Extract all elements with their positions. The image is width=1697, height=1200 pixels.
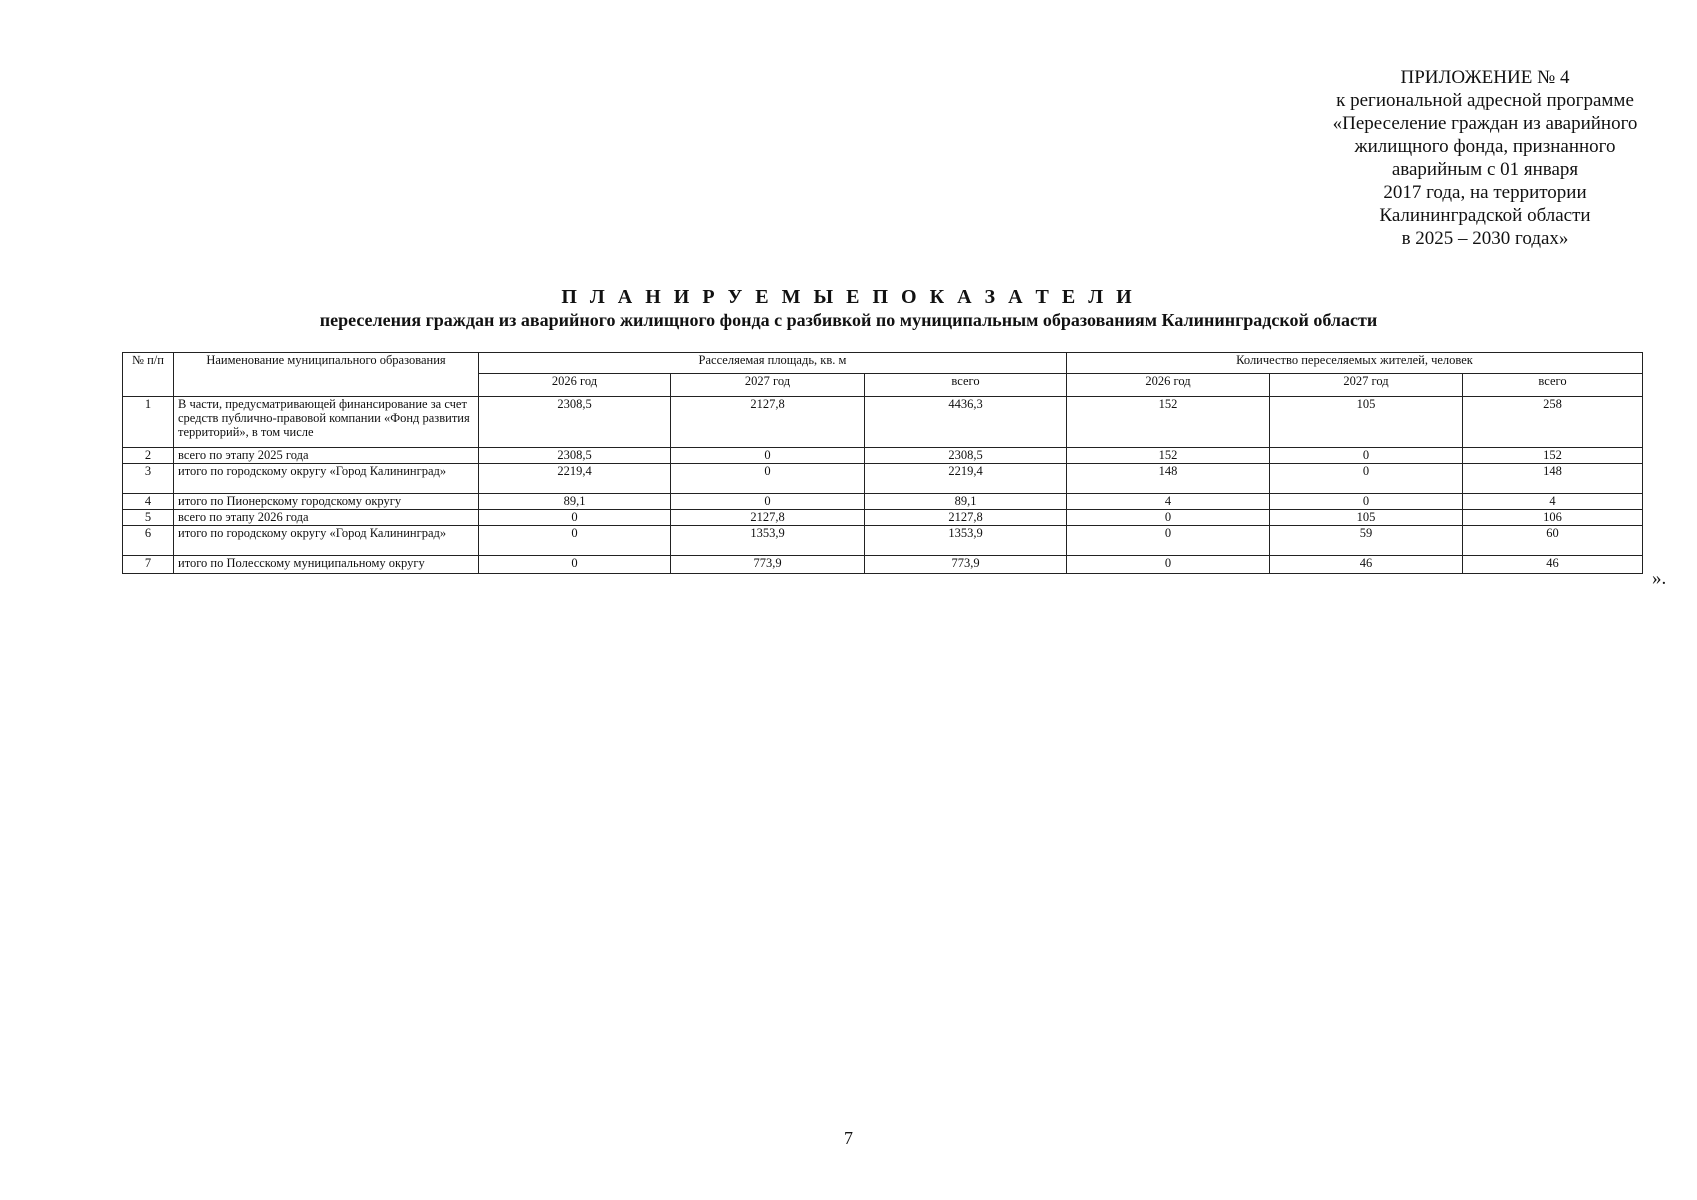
cell-area-total: 4436,3	[865, 397, 1067, 448]
header-area-total: всего	[865, 374, 1067, 397]
header-people-total: всего	[1463, 374, 1643, 397]
cell-area-total: 773,9	[865, 556, 1067, 574]
table-row	[123, 510, 1643, 526]
cell-people-2027: 105	[1270, 397, 1463, 448]
row-num: 2	[123, 448, 174, 464]
row-name: всего по этапу 2025 года	[174, 448, 479, 464]
appendix-line: жилищного фонда, признанного	[1354, 136, 1616, 157]
cell-area-2026: 89,1	[479, 494, 671, 510]
appendix-line: Калининградской области	[1379, 205, 1591, 226]
cell-area-2027: 1353,9	[671, 526, 865, 556]
cell-people-total: 106	[1463, 510, 1643, 526]
cell-people-2026: 152	[1067, 448, 1270, 464]
row-num: 7	[123, 556, 174, 574]
row-num: 6	[123, 526, 174, 556]
cell-area-2027: 773,9	[671, 556, 865, 574]
cell-area-total: 89,1	[865, 494, 1067, 510]
cell-people-2027: 0	[1270, 448, 1463, 464]
header-people-2026: 2026 год	[1067, 374, 1270, 397]
table-row	[123, 464, 1643, 494]
cell-people-2026: 148	[1067, 464, 1270, 494]
cell-people-total: 152	[1463, 448, 1643, 464]
cell-area-2026: 2219,4	[479, 464, 671, 494]
cell-people-total: 258	[1463, 397, 1643, 448]
row-num: 5	[123, 510, 174, 526]
cell-people-total: 46	[1463, 556, 1643, 574]
appendix-line: 2017 года, на территории	[1383, 182, 1587, 203]
appendix-header	[1290, 66, 1680, 250]
row-name: итого по городскому округу «Город Калининград»	[174, 464, 479, 494]
cell-area-total: 1353,9	[865, 526, 1067, 556]
cell-area-2027: 0	[671, 494, 865, 510]
appendix-line: аварийным с 01 января	[1391, 159, 1579, 180]
cell-area-total: 2308,5	[865, 448, 1067, 464]
cell-people-total: 148	[1463, 464, 1643, 494]
table-row	[123, 448, 1643, 464]
appendix-line: в 2025 – 2030 годах»	[1401, 228, 1569, 249]
table-row	[123, 556, 1643, 574]
row-name: всего по этапу 2026 года	[174, 510, 479, 526]
row-num: 3	[123, 464, 174, 494]
cell-people-2027: 105	[1270, 510, 1463, 526]
cell-area-total: 2127,8	[865, 510, 1067, 526]
cell-area-2026: 0	[479, 556, 671, 574]
header-people-group: Количество переселяемых жителей, человек	[1067, 353, 1643, 374]
header-people-2027: 2027 год	[1270, 374, 1463, 397]
cell-people-total: 60	[1463, 526, 1643, 556]
closing-quote: ».	[1652, 568, 1667, 589]
cell-people-2026: 0	[1067, 526, 1270, 556]
table-row	[123, 397, 1643, 448]
cell-people-2027: 59	[1270, 526, 1463, 556]
row-name: итого по Пионерскому городскому округу	[174, 494, 479, 510]
cell-area-2027: 2127,8	[671, 510, 865, 526]
header-num: № п/п	[123, 353, 174, 397]
table-row	[123, 494, 1643, 510]
cell-people-2026: 152	[1067, 397, 1270, 448]
header-area-2026: 2026 год	[479, 374, 671, 397]
cell-area-2026: 2308,5	[479, 397, 671, 448]
header-area-group: Расселяемая площадь, кв. м	[479, 353, 1067, 374]
row-name: В части, предусматривающей финансирование за счет средств публично-правовой компании «Фонд развития территорий», в том числе	[174, 397, 479, 448]
cell-area-2027: 0	[671, 464, 865, 494]
cell-area-2026: 0	[479, 526, 671, 556]
cell-area-2026: 0	[479, 510, 671, 526]
row-num: 1	[123, 397, 174, 448]
cell-people-2027: 0	[1270, 494, 1463, 510]
header-area-2027: 2027 год	[671, 374, 865, 397]
document-subtitle: переселения граждан из аварийного жилищного фонда с разбивкой по муниципальным образованиям Калининградской области	[319, 310, 1378, 330]
cell-area-2027: 0	[671, 448, 865, 464]
cell-people-total: 4	[1463, 494, 1643, 510]
cell-people-2026: 4	[1067, 494, 1270, 510]
cell-area-total: 2219,4	[865, 464, 1067, 494]
appendix-line: к региональной адресной программе	[1336, 90, 1634, 111]
cell-area-2027: 2127,8	[671, 397, 865, 448]
cell-people-2027: 0	[1270, 464, 1463, 494]
page-number: 7	[844, 1128, 853, 1148]
document-title: П Л А Н И Р У Е М Ы Е П О К А З А Т Е Л И	[561, 286, 1136, 308]
cell-people-2026: 0	[1067, 556, 1270, 574]
appendix-line: «Переселение граждан из аварийного	[1332, 113, 1638, 134]
appendix-line: ПРИЛОЖЕНИЕ № 4	[1400, 67, 1570, 88]
cell-people-2027: 46	[1270, 556, 1463, 574]
table-row	[123, 526, 1643, 556]
row-name: итого по городскому округу «Город Калининград»	[174, 526, 479, 556]
row-num: 4	[123, 494, 174, 510]
cell-area-2026: 2308,5	[479, 448, 671, 464]
indicators-table	[122, 352, 1643, 574]
row-name: итого по Полесскому муниципальному округу	[174, 556, 479, 574]
cell-people-2026: 0	[1067, 510, 1270, 526]
header-name: Наименование муниципального образования	[174, 353, 479, 397]
